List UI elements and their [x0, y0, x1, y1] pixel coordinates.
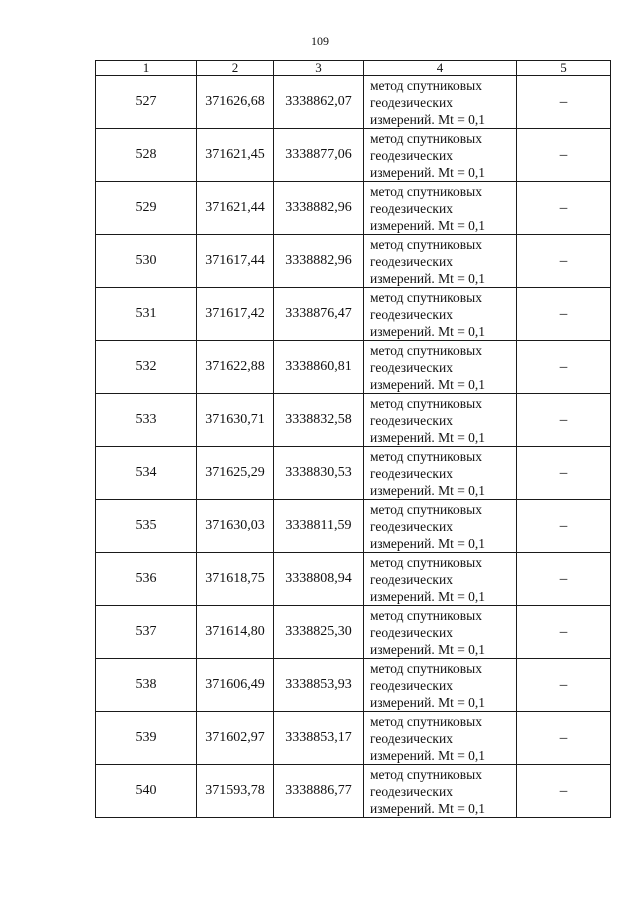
method-line: метод спутниковых	[370, 660, 482, 676]
x-coordinate-cell: 371606,49	[197, 659, 274, 712]
method-line: метод спутниковых	[370, 342, 482, 358]
table-body	[96, 76, 611, 818]
method-cell	[364, 129, 517, 182]
method-line: измерений. Mt = 0,1	[370, 323, 486, 339]
x-coordinate-cell: 371625,29	[197, 447, 274, 500]
table-row	[96, 553, 611, 606]
table-row	[96, 500, 611, 553]
point-number-cell: 533	[96, 394, 197, 447]
note-cell: –	[517, 553, 611, 606]
x-coordinate-cell: 371630,71	[197, 394, 274, 447]
note-cell: –	[517, 76, 611, 129]
method-line: геодезических	[370, 783, 453, 799]
method-line: метод спутниковых	[370, 713, 482, 729]
point-number-cell: 527	[96, 76, 197, 129]
point-number-cell: 528	[96, 129, 197, 182]
method-line: геодезических	[370, 624, 453, 640]
method-cell	[364, 288, 517, 341]
method-cell	[364, 500, 517, 553]
method-line: метод спутниковых	[370, 183, 482, 199]
method-cell	[364, 606, 517, 659]
point-number-cell: 536	[96, 553, 197, 606]
method-line: геодезических	[370, 253, 453, 269]
x-coordinate-cell: 371622,88	[197, 341, 274, 394]
table-row	[96, 76, 611, 129]
method-line: измерений. Mt = 0,1	[370, 482, 486, 498]
method-line: измерений. Mt = 0,1	[370, 588, 486, 604]
method-line: измерений. Mt = 0,1	[370, 270, 486, 286]
method-line: геодезических	[370, 147, 453, 163]
note-cell: –	[517, 606, 611, 659]
method-line: метод спутниковых	[370, 236, 482, 252]
y-coordinate-cell: 3338825,30	[274, 606, 364, 659]
x-coordinate-cell: 371593,78	[197, 765, 274, 818]
table-row	[96, 341, 611, 394]
column-header-3: 3	[274, 61, 364, 76]
method-cell	[364, 712, 517, 765]
method-line: метод спутниковых	[370, 395, 482, 411]
point-number-cell: 537	[96, 606, 197, 659]
method-cell	[364, 76, 517, 129]
point-number-cell: 529	[96, 182, 197, 235]
method-line: геодезических	[370, 677, 453, 693]
point-number-cell: 538	[96, 659, 197, 712]
method-line: измерений. Mt = 0,1	[370, 641, 486, 657]
table-row	[96, 129, 611, 182]
method-cell	[364, 182, 517, 235]
note-cell: –	[517, 341, 611, 394]
table-row	[96, 235, 611, 288]
y-coordinate-cell: 3338862,07	[274, 76, 364, 129]
note-cell: –	[517, 235, 611, 288]
y-coordinate-cell: 3338882,96	[274, 235, 364, 288]
column-header-4: 4	[364, 61, 517, 76]
point-number-cell: 535	[96, 500, 197, 553]
method-line: измерений. Mt = 0,1	[370, 800, 486, 816]
method-cell	[364, 235, 517, 288]
method-line: метод спутниковых	[370, 554, 482, 570]
method-line: геодезических	[370, 465, 453, 481]
coordinates-table	[95, 60, 611, 818]
x-coordinate-cell: 371621,44	[197, 182, 274, 235]
x-coordinate-cell: 371602,97	[197, 712, 274, 765]
point-number-cell: 534	[96, 447, 197, 500]
method-line: геодезических	[370, 359, 453, 375]
method-line: измерений. Mt = 0,1	[370, 747, 486, 763]
point-number-cell: 532	[96, 341, 197, 394]
method-line: геодезических	[370, 730, 453, 746]
x-coordinate-cell: 371618,75	[197, 553, 274, 606]
note-cell: –	[517, 447, 611, 500]
y-coordinate-cell: 3338853,17	[274, 712, 364, 765]
method-line: геодезических	[370, 412, 453, 428]
method-cell	[364, 553, 517, 606]
table-row	[96, 659, 611, 712]
point-number-cell: 540	[96, 765, 197, 818]
header-row	[96, 61, 611, 76]
method-line: геодезических	[370, 571, 453, 587]
note-cell: –	[517, 765, 611, 818]
method-line: измерений. Mt = 0,1	[370, 535, 486, 551]
y-coordinate-cell: 3338832,58	[274, 394, 364, 447]
note-cell: –	[517, 659, 611, 712]
table-row	[96, 765, 611, 818]
table-row	[96, 447, 611, 500]
method-line: метод спутниковых	[370, 766, 482, 782]
y-coordinate-cell: 3338876,47	[274, 288, 364, 341]
point-number-cell: 530	[96, 235, 197, 288]
method-line: геодезических	[370, 200, 453, 216]
point-number-cell: 539	[96, 712, 197, 765]
method-line: метод спутниковых	[370, 501, 482, 517]
method-line: измерений. Mt = 0,1	[370, 429, 486, 445]
method-line: измерений. Mt = 0,1	[370, 694, 486, 710]
method-line: измерений. Mt = 0,1	[370, 376, 486, 392]
x-coordinate-cell: 371617,44	[197, 235, 274, 288]
method-line: измерений. Mt = 0,1	[370, 111, 486, 127]
x-coordinate-cell: 371621,45	[197, 129, 274, 182]
method-line: метод спутниковых	[370, 448, 482, 464]
method-line: метод спутниковых	[370, 130, 482, 146]
point-number-cell: 531	[96, 288, 197, 341]
method-line: метод спутниковых	[370, 289, 482, 305]
method-cell	[364, 765, 517, 818]
method-cell	[364, 341, 517, 394]
table-row	[96, 394, 611, 447]
note-cell: –	[517, 129, 611, 182]
page-number: 109	[311, 34, 329, 48]
method-cell	[364, 659, 517, 712]
x-coordinate-cell: 371626,68	[197, 76, 274, 129]
y-coordinate-cell: 3338811,59	[274, 500, 364, 553]
table-row	[96, 712, 611, 765]
note-cell: –	[517, 288, 611, 341]
x-coordinate-cell: 371630,03	[197, 500, 274, 553]
note-cell: –	[517, 500, 611, 553]
table-row	[96, 288, 611, 341]
method-line: метод спутниковых	[370, 607, 482, 623]
y-coordinate-cell: 3338830,53	[274, 447, 364, 500]
method-line: метод спутниковых	[370, 77, 482, 93]
y-coordinate-cell: 3338860,81	[274, 341, 364, 394]
method-line: измерений. Mt = 0,1	[370, 217, 486, 233]
y-coordinate-cell: 3338882,96	[274, 182, 364, 235]
method-cell	[364, 447, 517, 500]
method-line: геодезических	[370, 94, 453, 110]
y-coordinate-cell: 3338808,94	[274, 553, 364, 606]
table-row	[96, 606, 611, 659]
method-cell	[364, 394, 517, 447]
y-coordinate-cell: 3338886,77	[274, 765, 364, 818]
column-header-2: 2	[197, 61, 274, 76]
table-row	[96, 182, 611, 235]
method-line: измерений. Mt = 0,1	[370, 164, 486, 180]
note-cell: –	[517, 712, 611, 765]
x-coordinate-cell: 371614,80	[197, 606, 274, 659]
method-line: геодезических	[370, 518, 453, 534]
note-cell: –	[517, 182, 611, 235]
method-line: геодезических	[370, 306, 453, 322]
y-coordinate-cell: 3338877,06	[274, 129, 364, 182]
y-coordinate-cell: 3338853,93	[274, 659, 364, 712]
note-cell: –	[517, 394, 611, 447]
x-coordinate-cell: 371617,42	[197, 288, 274, 341]
column-header-1: 1	[96, 61, 197, 76]
column-header-5: 5	[517, 61, 611, 76]
